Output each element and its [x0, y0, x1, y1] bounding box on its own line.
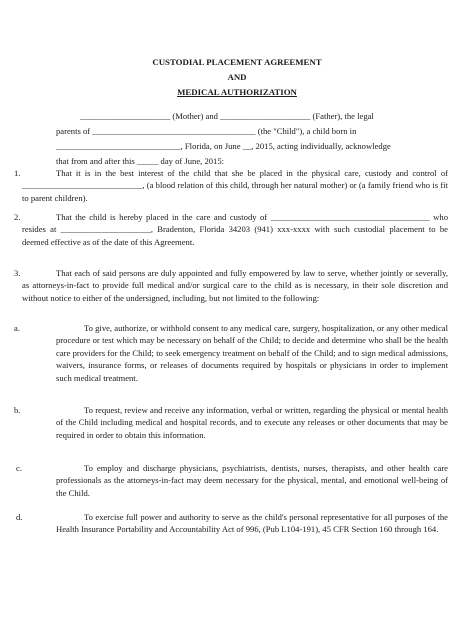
item-marker: 3.: [14, 268, 21, 278]
item-marker: a.: [14, 323, 20, 333]
doc-title-line2: AND: [227, 72, 247, 82]
intro-line: _____________________ (Mother) and _____________________ (Father), the legal: [80, 111, 374, 121]
lettered-item-c: [56, 462, 448, 499]
numbered-item-3: [22, 267, 448, 304]
item-marker: c.: [16, 463, 22, 473]
item-marker: 1.: [14, 168, 21, 178]
item-text: To give, authorize, or withhold consent to any medical care, surgery, hospitalization, or any other medical procedure or test which may be necessary on behalf of the Child; to decide and determine who shall be the health care providers for the Child; to seek emergency treatment on behalf of the Child; and to sign medical admissions, waivers, insurance forms, or releases of documents required by hospitals or physicians in order to implement such medical treatment.: [56, 323, 448, 383]
item-marker: 2.: [14, 212, 21, 222]
item-text: To exercise full power and authority to serve as the child's personal representative for all purposes of the Health Insurance Portability and Accountability Act of 996, (Pub L104-191), 45 CFR Section 160 through 164.: [56, 512, 448, 535]
item-text: To employ and discharge physicians, psychiatrists, dentists, nurses, therapists, and other health care professionals as the attorneys-in-fact may deem necessary for the physical, mental, and emotional well-being of the Child.: [56, 463, 448, 498]
item-text: That the child is hereby placed in the care and custody of _____________________________________ who resides at _____________________, Bradenton, Florida 34203 (941) xxx-xxxx with such custodial placement to be deemed effective as of the date of this Agreement.: [22, 212, 448, 247]
numbered-item-1: [22, 167, 448, 204]
doc-title-line1: CUSTODIAL PLACEMENT AGREEMENT: [152, 57, 322, 67]
intro-line: that from and after this _____ day of June, 2015:: [56, 156, 225, 166]
item-text: To request, review and receive any information, verbal or written, regarding the physical or mental health of the Child including medical and hospital records, and to execute any releases or other documents that may be required in order to obtain this information.: [56, 405, 448, 440]
intro-line: _____________________________, Florida, on June __, 2015, acting individually, acknowledge: [56, 141, 391, 151]
lettered-item-a: [56, 322, 448, 384]
doc-title-line3: MEDICAL AUTHORIZATION: [177, 87, 297, 97]
numbered-item-2: [22, 211, 448, 248]
lettered-item-d: [56, 511, 448, 536]
item-text: That it is in the best interest of the child that she be placed in the physical care, custody and control of ____________________________, (a blood relation of this child, through her natural mother) or (a family friend who is fit to parent children).: [22, 168, 448, 203]
lettered-item-b: [56, 404, 448, 441]
item-marker: d.: [16, 512, 23, 522]
item-marker: b.: [14, 405, 21, 415]
intro-line: parents of ______________________________________ (the "Child"), a child born in: [56, 126, 357, 136]
item-text: That each of said persons are duly appointed and fully empowered by law to serve, whether jointly or severally, as attorneys-in-fact to provide full medical and/or surgical care to the child as is necessary, in their sole discretion and without notice to either of the undersigned, including, but not limited to the following:: [22, 268, 448, 303]
